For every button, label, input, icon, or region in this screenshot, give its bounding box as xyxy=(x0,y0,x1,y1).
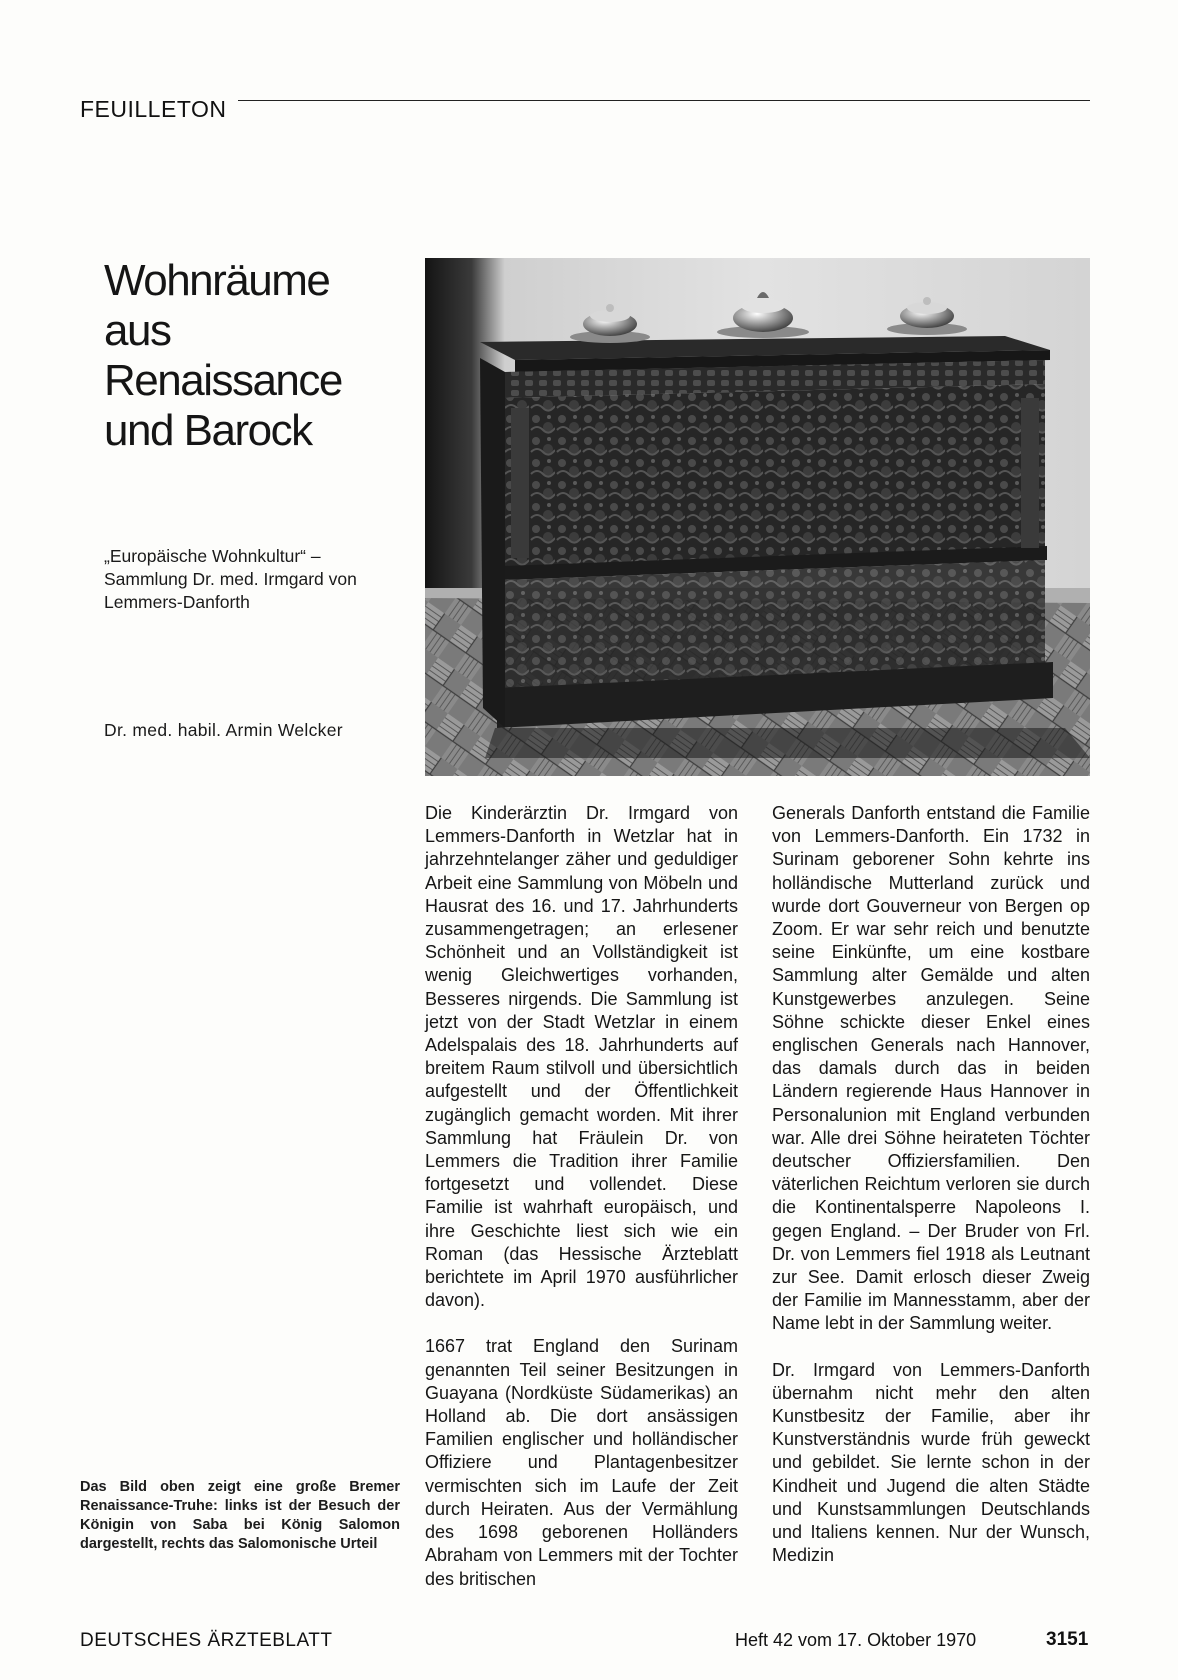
subtitle-line: Sammlung Dr. med. Irmgard von xyxy=(104,569,357,589)
title-line: Renaissance xyxy=(104,356,342,405)
body-paragraph: Dr. Irmgard von Lemmers-Danforth übernahm nicht mehr den alten Kunstbesitz der Familie, aber ihr Kunstverständnis wurde früh geweckt und gebildet. Sie lernte schon in der Kindheit und Jugend die alten Städte und Kunstsammlungen Deutschlands und Italiens kennen. Nur der Wunsch, Medizin xyxy=(772,1359,1090,1566)
article-column-2 xyxy=(772,802,1090,1568)
article-column-1 xyxy=(425,802,738,1591)
title-line: und Barock xyxy=(104,406,312,455)
body-paragraph: Generals Danforth entstand die Familie von Lemmers-Danforth. Ein 1732 in Surinam geborener Sohn kehrte ins holländische Mutterland zurück und wurde dort Gouverneur von Bergen op Zoom. Er war sehr reich und benutzte seine Einkünfte, um eine kostbare Sammlung alter Gemälde und alten Kunstgewerbes anzulegen. Seine Söhne schickte dieser Enkel eines englischen Generals nach Hannover, das damals durch das in beiden Ländern regierende Haus Hannover in Personalunion mit England verbunden war. Alle drei Söhne heirateten Töchter deutscher Offiziersfamilien. Den väterlichen Reichtum verloren sie durch die Kontinentalsperre Napoleons I. gegen England. – Der Bruder von Frl. Dr. von Lemmers fiel 1918 als Leutnant zur See. Damit erlosch dieser Zweig der Familie im Mannesstamm, aber der Name lebt in der Sammlung weiter. xyxy=(772,803,1090,1334)
article-title xyxy=(104,256,404,456)
section-label: FEUILLETON xyxy=(80,96,227,122)
subtitle-line: Lemmers-Danforth xyxy=(104,592,250,612)
author-byline: Dr. med. habil. Armin Welcker xyxy=(104,720,343,740)
page-number: 3151 xyxy=(1046,1629,1089,1650)
article-subtitle xyxy=(104,545,404,614)
title-line: aus xyxy=(104,306,171,355)
subtitle-line: „Europäische Wohnkultur“ – xyxy=(104,546,321,566)
title-line: Wohnräume xyxy=(104,256,330,305)
body-paragraph: Die Kinderärztin Dr. Irmgard von Lemmers-Danforth in Wetzlar hat in jahrzehntelanger zäher und geduldiger Arbeit eine Sammlung von Möbeln und Hausrat des 16. und 17. Jahrhunderts zusammengetragen; an erlesener Schönheit und an Vollständigkeit ist wenig Gleichwertiges vorhanden, Besseres nirgends. Die Sammlung ist jetzt von der Stadt Wetzlar in einem Adelspalais des 18. Jahrhunderts auf breitem Raum stilvoll und übersichtlich aufgestellt und der Öffentlichkeit zugänglich gemacht worden. Mit ihrer Sammlung hat Fräulein Dr. von Lemmers die Tradition ihrer Familie fortgesetzt und vollendet. Diese Familie ist wahrhaft europäisch, und ihre Geschichte liest sich wie ein Roman (das Hessische Ärzteblatt berichtete im April 1970 ausführlicher davon). xyxy=(425,803,738,1311)
journal-name: DEUTSCHES ÄRZTEBLATT xyxy=(80,1630,333,1651)
photo-caption: Das Bild oben zeigt eine große Bremer Renaissance-Truhe: links ist der Besuch der Königin von Saba bei König Salomon dargestellt, rechts das Salomonische Urteil xyxy=(80,1479,400,1552)
body-paragraph: 1667 trat England den Surinam genannten Teil seiner Besitzungen in Guayana (Nordküste Südamerikas) an Holland ab. Die dort ansässigen Familien englischer und holländischer Offiziere und Plantagenbesitzer vermischten sich im Laufe der Zeit durch Heiraten. Aus der Vermählung des 1698 geborenen Holländers Abraham von Lemmers mit der Tochter des britischen xyxy=(425,1336,738,1589)
issue-info: Heft 42 vom 17. Oktober 1970 xyxy=(735,1630,977,1650)
renaissance-chest-photo xyxy=(425,258,1090,776)
section-rule xyxy=(238,100,1090,101)
